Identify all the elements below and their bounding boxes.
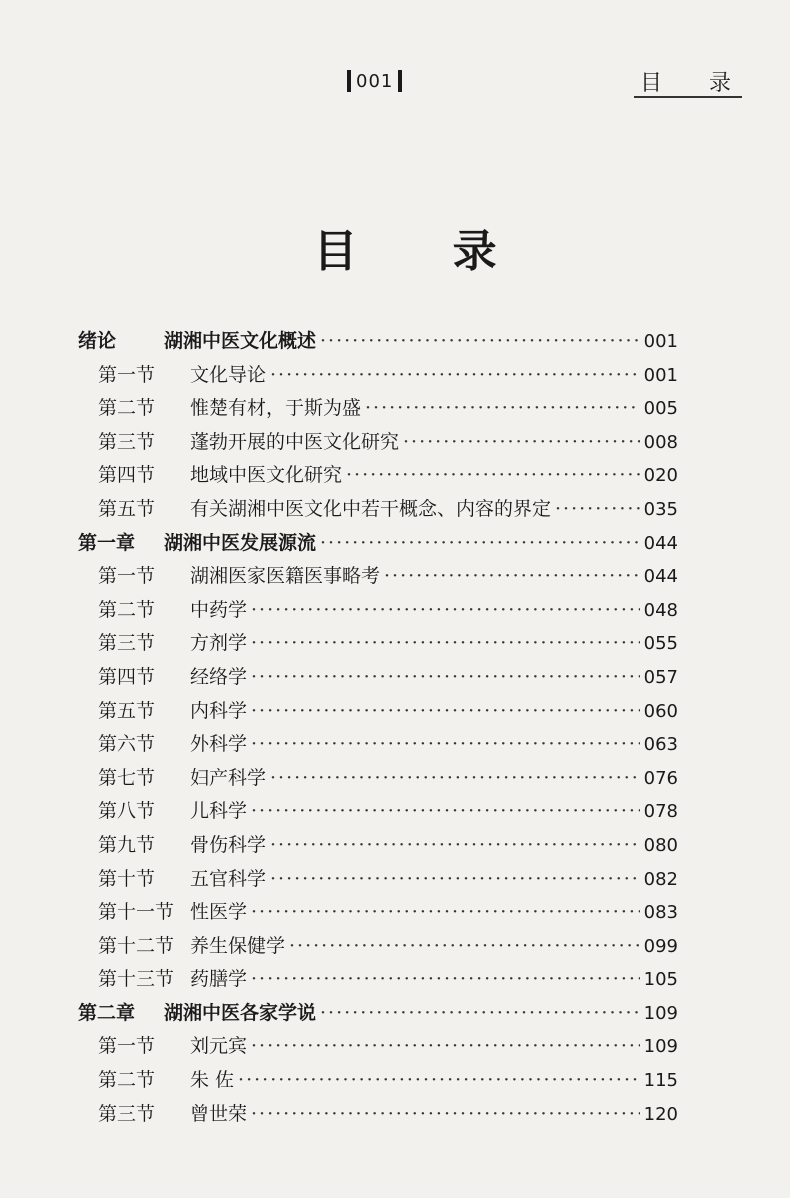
toc-section-row	[78, 763, 678, 797]
toc-section-row	[78, 1099, 678, 1133]
toc-entry-title: 五官科学	[190, 867, 267, 890]
toc-entry-page: 063	[643, 734, 678, 756]
toc-entry-title: 性医学	[190, 901, 248, 924]
toc-entry-title: 湖湘中医文化概述	[164, 330, 317, 352]
toc-dot-leader	[270, 834, 640, 856]
toc-entry-title: 湖湘中医发展源流	[164, 531, 317, 554]
toc-entry-page: 035	[643, 498, 678, 520]
toc-entry-title: 养生保健学	[190, 934, 286, 957]
toc-entry-label: 第二章	[78, 1001, 136, 1024]
toc-entry-title: 惟楚有材，于斯为盛	[190, 397, 362, 420]
toc-entry-page: 099	[643, 935, 678, 957]
table-of-contents	[78, 326, 678, 1132]
toc-entry-title: 刘元宾	[190, 1035, 248, 1058]
header-page-number-text: 001	[356, 70, 394, 92]
toc-entry-page: 048	[643, 599, 678, 621]
toc-entry-label: 第三节	[98, 632, 156, 655]
toc-dot-leader	[251, 968, 640, 990]
toc-entry-title: 曾世荣	[190, 1102, 248, 1125]
toc-section-row	[78, 662, 678, 696]
toc-entry-label: 第四节	[98, 665, 156, 688]
toc-dot-leader	[251, 800, 640, 822]
toc-entry-label: 第一节	[98, 1035, 156, 1058]
toc-section-row	[78, 931, 678, 965]
header-page-number	[342, 70, 407, 92]
toc-section-row	[78, 1065, 678, 1099]
toc-dot-leader	[320, 532, 640, 554]
toc-dot-leader	[384, 565, 640, 587]
toc-entry-title: 妇产科学	[190, 766, 267, 789]
toc-entry-page: 060	[643, 700, 678, 722]
toc-dot-leader	[403, 431, 640, 453]
toc-entry-page: 105	[643, 969, 678, 991]
toc-entry-page: 082	[643, 868, 678, 890]
toc-dot-leader	[251, 1035, 640, 1057]
toc-dot-leader	[346, 464, 640, 486]
toc-entry-page: 057	[643, 666, 678, 688]
toc-entry-title: 中药学	[190, 598, 248, 621]
toc-entry-title: 蓬勃开展的中医文化研究	[190, 430, 400, 453]
toc-section-row	[78, 1031, 678, 1065]
toc-entry-page: 020	[643, 465, 678, 487]
toc-section-row	[78, 393, 678, 427]
toc-entry-label: 第五节	[98, 699, 156, 722]
toc-entry-page: 083	[643, 902, 678, 924]
toc-entry-page: 005	[643, 398, 678, 420]
toc-entry-title: 朱 佐	[190, 1069, 235, 1092]
toc-entry-page: 044	[643, 566, 678, 588]
toc-entry-label: 第一章	[78, 531, 136, 554]
toc-entry-label: 第三节	[98, 430, 156, 453]
toc-entry-page: 115	[643, 1070, 678, 1092]
toc-entry-label: 第一节	[98, 363, 156, 386]
toc-entry-page: 109	[643, 1036, 678, 1058]
toc-entry-page: 109	[643, 1002, 678, 1024]
toc-entry-label: 第二节	[98, 598, 156, 621]
toc-entry-label: 绪论	[78, 330, 117, 352]
toc-entry-page: 076	[643, 767, 678, 789]
toc-entry-title: 骨伤科学	[190, 833, 267, 856]
toc-entry-label: 第三节	[98, 1102, 156, 1125]
toc-entry-label: 第六节	[98, 733, 156, 756]
toc-section-row	[78, 494, 678, 528]
toc-entry-title: 儿科学	[190, 800, 248, 823]
toc-dot-leader	[289, 935, 640, 957]
toc-entry-page: 055	[643, 633, 678, 655]
toc-section-row	[78, 561, 678, 595]
toc-dot-leader	[270, 868, 640, 890]
toc-entry-title: 内科学	[190, 699, 248, 722]
toc-entry-page: 120	[643, 1103, 678, 1125]
toc-entry-label: 第二节	[98, 397, 156, 420]
toc-chapter-row	[78, 528, 678, 562]
toc-dot-leader	[251, 733, 640, 755]
toc-entry-page: 080	[643, 834, 678, 856]
toc-dot-leader	[251, 1103, 640, 1125]
toc-section-row	[78, 696, 678, 730]
toc-dot-leader	[555, 498, 640, 520]
toc-entry-page: 008	[643, 431, 678, 453]
toc-dot-leader	[251, 700, 640, 722]
header-section-title: 目 录	[640, 71, 751, 96]
toc-entry-page: 044	[643, 532, 678, 554]
toc-entry-label: 第八节	[98, 800, 156, 823]
toc-section-row	[78, 796, 678, 830]
toc-section-row	[78, 830, 678, 864]
page-bar-left	[347, 70, 351, 92]
toc-entry-page: 001	[643, 331, 678, 352]
toc-section-row	[78, 427, 678, 461]
toc-section-row	[78, 628, 678, 662]
toc-entry-label: 第五节	[98, 497, 156, 520]
toc-entry-label: 第二节	[98, 1069, 156, 1092]
toc-dot-leader	[270, 364, 640, 386]
toc-entry-label: 第九节	[98, 833, 156, 856]
toc-dot-leader	[320, 330, 640, 352]
toc-section-row	[78, 360, 678, 394]
toc-entry-title: 经络学	[190, 665, 248, 688]
toc-dot-leader	[251, 599, 640, 621]
toc-section-row	[78, 595, 678, 629]
toc-entry-title: 方剂学	[190, 632, 248, 655]
toc-chapter-row	[78, 326, 678, 360]
header-rule	[634, 96, 742, 98]
toc-dot-leader	[251, 632, 640, 654]
toc-section-row	[78, 729, 678, 763]
toc-section-row	[78, 964, 678, 998]
toc-dot-leader	[251, 666, 640, 688]
toc-entry-title: 有关湖湘中医文化中若干概念、内容的界定	[190, 497, 552, 520]
toc-entry-label: 第一节	[98, 565, 156, 588]
page-bar-right	[398, 70, 402, 92]
toc-entry-page: 001	[643, 364, 678, 386]
toc-entry-title: 湖湘医家医籍医事略考	[190, 565, 381, 588]
toc-entry-title: 地域中医文化研究	[190, 464, 343, 487]
toc-entry-label: 第四节	[98, 464, 156, 487]
toc-dot-leader	[365, 397, 640, 419]
toc-entry-label: 第十一节	[98, 901, 175, 924]
toc-section-row	[78, 897, 678, 931]
toc-entry-title: 湖湘中医各家学说	[164, 1001, 317, 1024]
toc-entry-title: 药膳学	[190, 968, 248, 991]
toc-entry-label: 第十二节	[98, 934, 175, 957]
toc-entry-title: 外科学	[190, 733, 248, 756]
toc-dot-leader	[251, 901, 640, 923]
toc-entry-label: 第十三节	[98, 968, 175, 991]
toc-dot-leader	[320, 1002, 640, 1024]
page-title: 目 录	[313, 226, 537, 277]
toc-entry-label: 第十节	[98, 867, 156, 890]
toc-section-row	[78, 864, 678, 898]
toc-entry-page: 078	[643, 801, 678, 823]
toc-chapter-row	[78, 998, 678, 1032]
toc-entry-title: 文化导论	[190, 363, 267, 386]
toc-dot-leader	[270, 767, 640, 789]
toc-section-row	[78, 460, 678, 494]
toc-entry-label: 第七节	[98, 766, 156, 789]
toc-dot-leader	[238, 1069, 640, 1091]
